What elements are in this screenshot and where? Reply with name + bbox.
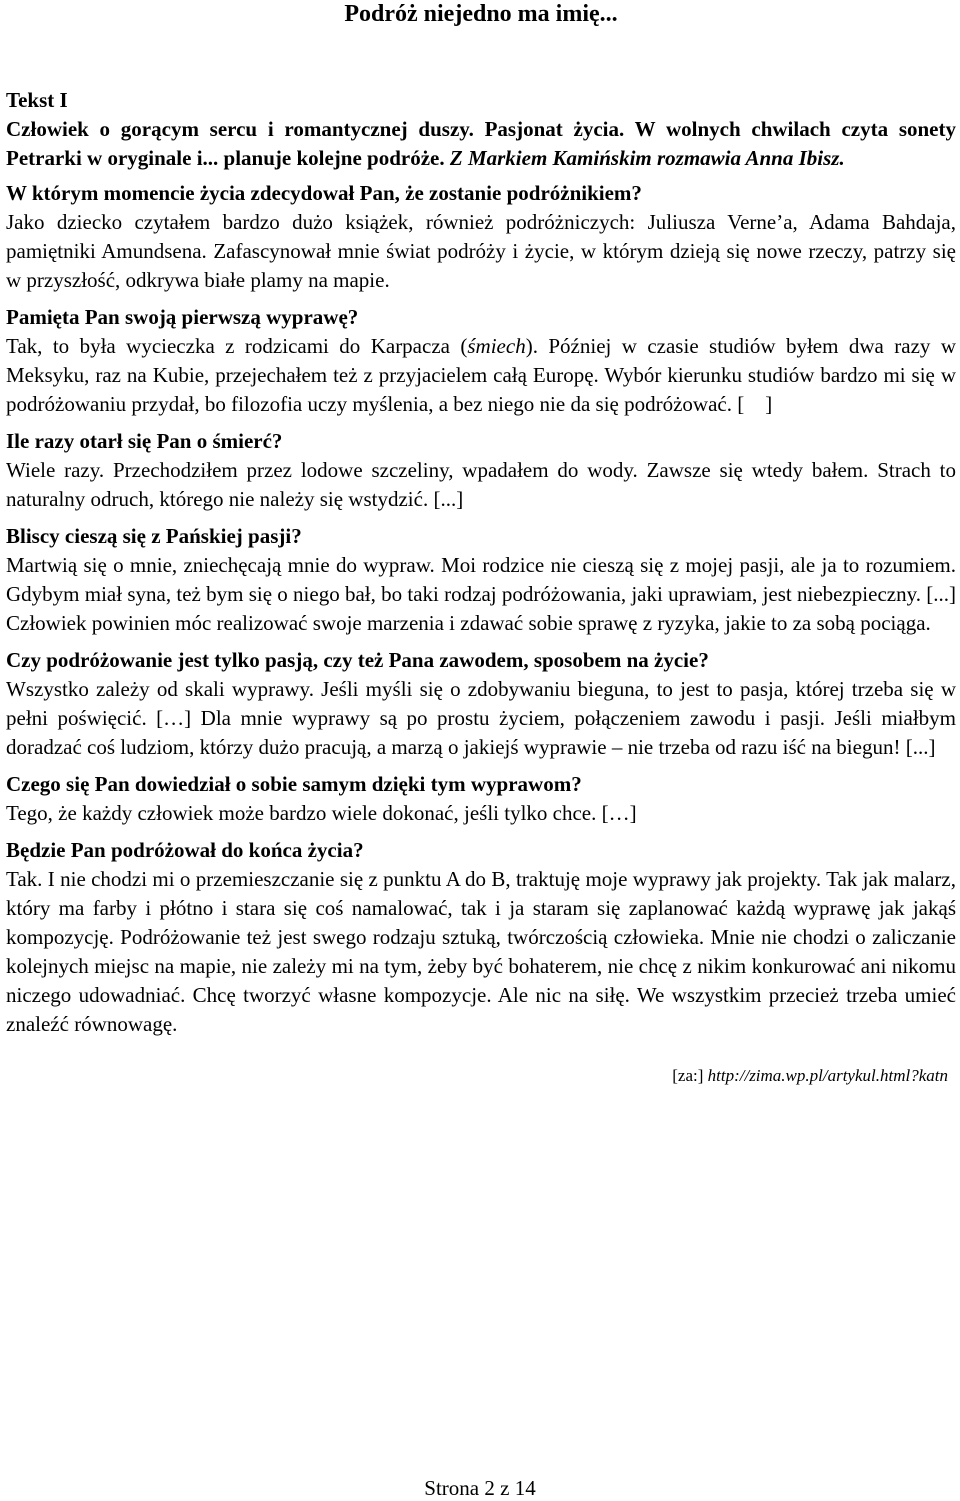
answer: Jako dziecko czytałem bardzo dużo książek, również podróżniczych: Juliusza Verne’a, Adama Bahdaja, pamiętniki Amundsena. Zafascynował mnie świat podróży i życie, w którym dzieją się nowe rzeczy, patrzy się w przyszłość, odkrywa białe plamy na mapie. <box>6 210 956 292</box>
text-label: Tekst I <box>6 88 68 112</box>
question: Bliscy cieszą się z Pańskiej pasji? <box>6 524 302 548</box>
question: Czy podróżowanie jest tylko pasją, czy też Pana zawodem, sposobem na życie? <box>6 648 709 672</box>
question: Ile razy otarł się Pan o śmierć? <box>6 429 283 453</box>
question: Będzie Pan podróżował do końca życia? <box>6 838 364 862</box>
source-url: http://zima.wp.pl/artykul.html?katn <box>707 1066 948 1085</box>
answer: Martwią się o mnie, zniechęcają mnie do wypraw. Moi rodzice nie cieszą się z mojej pasji, ale ja to rozumiem. Gdybym miał syna, też bym się o niego bał, bo taki rodzaj podróżowania, jaki uprawiam, jest niebezpieczny. [...] Człowiek powinien móc realizować swoje marzenia i zdawać sobie sprawę z ryzyka, jakie to za sobą pociąga. <box>6 553 956 635</box>
qa-item <box>6 522 956 638</box>
question: W którym momencie życia zdecydował Pan, że zostanie podróżnikiem? <box>6 181 642 205</box>
answer-text: ). Później w czasie studiów byłem dwa razy w Meksyku, raz na Kubie, przejechałem też z przyjacielem całą Europę. Wybór kierunku studiów bardzo mi się w podróżowaniu przydał, bo filozofia uczy myślenia, a bez niego nie da się podróżować. [ ] <box>6 334 956 416</box>
intro-lead: Człowiek o gorącym sercu i romantycznej duszy. Pasjonat życia. W wolnych chwilach czyta sonety Petrarki w oryginale i... planuje kolejne podróże. <box>6 117 956 170</box>
qa-item <box>6 836 956 1039</box>
answer: Tego, że każdy człowiek może bardzo wiele dokonać, jeśli tylko chce. […] <box>6 801 637 825</box>
answer-text: Tak, to była wycieczka z rodzicami do Karpacza ( <box>6 334 468 358</box>
page-number: Strona 2 z 14 <box>424 1476 536 1500</box>
source-citation <box>6 1065 956 1087</box>
document-page <box>6 0 956 1087</box>
qa-item <box>6 770 956 828</box>
intro-paragraph <box>6 115 956 173</box>
answer-italic: śmiech <box>467 334 526 358</box>
qa-item <box>6 646 956 762</box>
qa-item <box>6 427 956 514</box>
answer: Tak. I nie chodzi mi o przemieszczanie się z punktu A do B, traktuję moje wyprawy jak projekty. Tak jak malarz, który ma farby i płótno i stara się coś namalować, tak i ja staram się zaplanować każdą wyprawę jak jakąś kompozycję. Podróżowanie też jest swego rodzaju sztuką, twórczością człowieka. Mnie nie chodzi o zaliczanie kolejnych miejsc na mapie, nie zależy mi na tym, żeby być bohaterem, nie chcę z nikim konkurować ani nikomu niczego udowadniać. Chcę tworzyć własne kompozycje. Ale nic na siłę. We wszystkim przecież trzeba umieć znaleźć równowagę. <box>6 867 956 1036</box>
page-title: Podróż niejedno ma imię... <box>344 1 618 27</box>
qa-item <box>6 179 956 295</box>
answer: Wszystko zależy od skali wyprawy. Jeśli myśli się o zdobywaniu bieguna, to jest to pasja, której trzeba się w pełni poświęcić. […] Dla mnie wyprawy są po prostu życiem, połączeniem zawodu i pasji. Jeśli miałbym doradzać coś ludziom, którzy dużo pracują, a marzą o jakiejś wyprawie – nie trzeba od razu iść na biegun! [...] <box>6 677 956 759</box>
question: Pamięta Pan swoją pierwszą wyprawę? <box>6 305 359 329</box>
question: Czego się Pan dowiedział o sobie samym dzięki tym wyprawom? <box>6 772 582 796</box>
answer: Wiele razy. Przechodziłem przez lodowe szczeliny, wpadałem do wody. Zawsze się wtedy bałem. Strach to naturalny odruch, którego nie należy się wstydzić. [...] <box>6 458 956 511</box>
qa-item <box>6 303 956 419</box>
source-prefix: [za:] <box>672 1066 704 1085</box>
answer <box>6 332 956 419</box>
intro-byline: Z Markiem Kamińskim rozmawia Anna Ibisz. <box>449 146 845 170</box>
